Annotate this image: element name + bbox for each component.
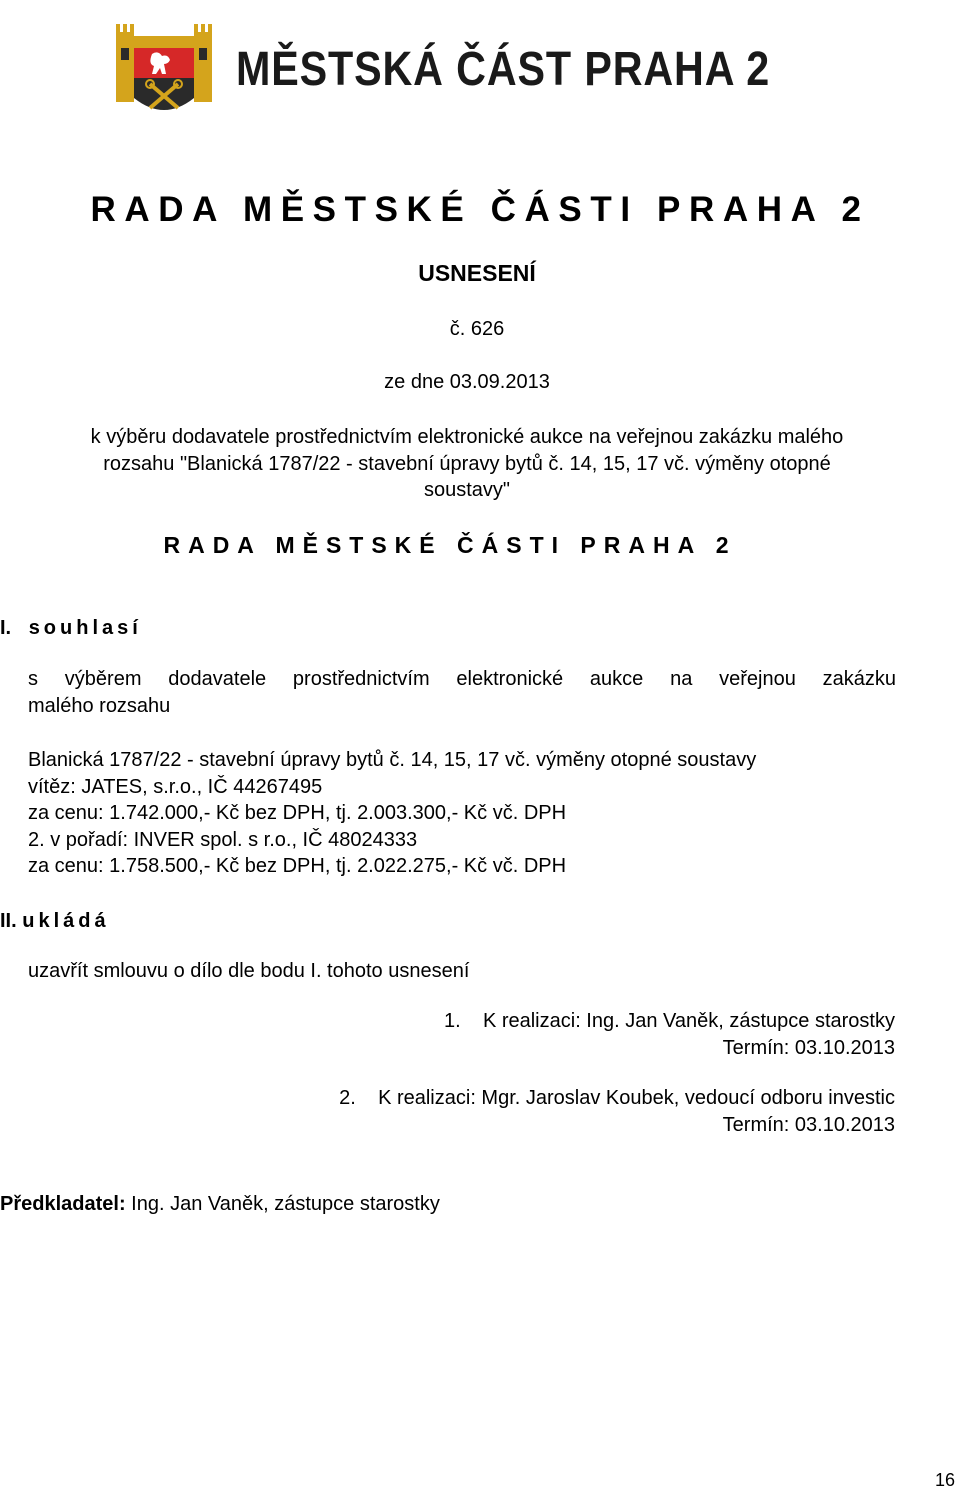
body-line: Blanická 1787/22 - stavební úpravy bytů č. 14, 15, 17 vč. výměny otopné soustavy — [28, 749, 757, 771]
document-type: USNESENÍ — [418, 260, 536, 286]
body-line: uzavřít smlouvu o dílo dle bodu I. tohoto usnesení — [28, 960, 470, 982]
section-verb: ukládá — [22, 910, 110, 932]
submitter-label: Předkladatel: — [0, 1193, 126, 1215]
task-item — [300, 1008, 895, 1061]
section-number: I. — [0, 617, 12, 639]
award-details — [28, 747, 928, 880]
body-line: za cenu: 1.742.000,- Kč bez DPH, tj. 2.003.300,- Kč vč. DPH — [28, 802, 567, 824]
section-number: II. — [0, 910, 17, 932]
section-verb: souhlasí — [28, 617, 142, 639]
section-heading — [0, 908, 110, 935]
resolution-date: ze dne 03.09.2013 — [384, 371, 550, 393]
task-deadline: Termín: 03.10.2013 — [722, 1036, 895, 1059]
coat-of-arms-logo — [112, 18, 216, 126]
page-number: 16 — [935, 1470, 956, 1490]
submitter — [0, 1191, 440, 1218]
body-line: vítěz: JATES, s.r.o., IČ 44267495 — [28, 775, 323, 798]
section-heading — [0, 615, 142, 642]
section-body — [28, 666, 896, 719]
task-text: K realizaci: Mgr. Jaroslav Koubek, vedoucí odboru investic — [378, 1087, 895, 1109]
task-number: 1. — [444, 1010, 461, 1032]
body-line: malého rozsahu — [28, 694, 171, 717]
council-subtitle: RADA MĚSTSKÉ ČÁSTI PRAHA 2 — [163, 532, 737, 558]
task-number: 2. — [339, 1087, 356, 1109]
body-line: 2. v pořadí: INVER spol. s r.o., IČ 48024333 — [28, 828, 418, 851]
resolution-subject — [0, 424, 960, 504]
subject-line: k výběru dodavatele prostřednictvím elektronické aukce na veřejnou zakázku malého — [90, 426, 844, 448]
brand-name: MĚSTSKÁ ČÁST PRAHA 2 — [236, 43, 771, 96]
resolution-number: č. 626 — [449, 318, 505, 340]
body-line: s výběrem dodavatele prostřednictvím elektronické aukce na veřejnou zakázku — [28, 668, 896, 690]
body-line: za cenu: 1.758.500,- Kč bez DPH, tj. 2.022.275,- Kč vč. DPH — [28, 855, 567, 877]
task-text: K realizaci: Ing. Jan Vaněk, zástupce starostky — [482, 1010, 895, 1032]
council-title: RADA MĚSTSKÉ ČÁSTI PRAHA 2 — [90, 190, 870, 229]
task-item — [200, 1085, 895, 1138]
subject-line: rozsahu "Blanická 1787/22 - stavební úpravy bytů č. 14, 15, 17 vč. výměny otopné — [103, 452, 831, 475]
submitter-name: Ing. Jan Vaněk, zástupce starostky — [131, 1193, 440, 1215]
subject-line: soustavy" — [423, 479, 511, 501]
task-deadline: Termín: 03.10.2013 — [722, 1113, 895, 1136]
